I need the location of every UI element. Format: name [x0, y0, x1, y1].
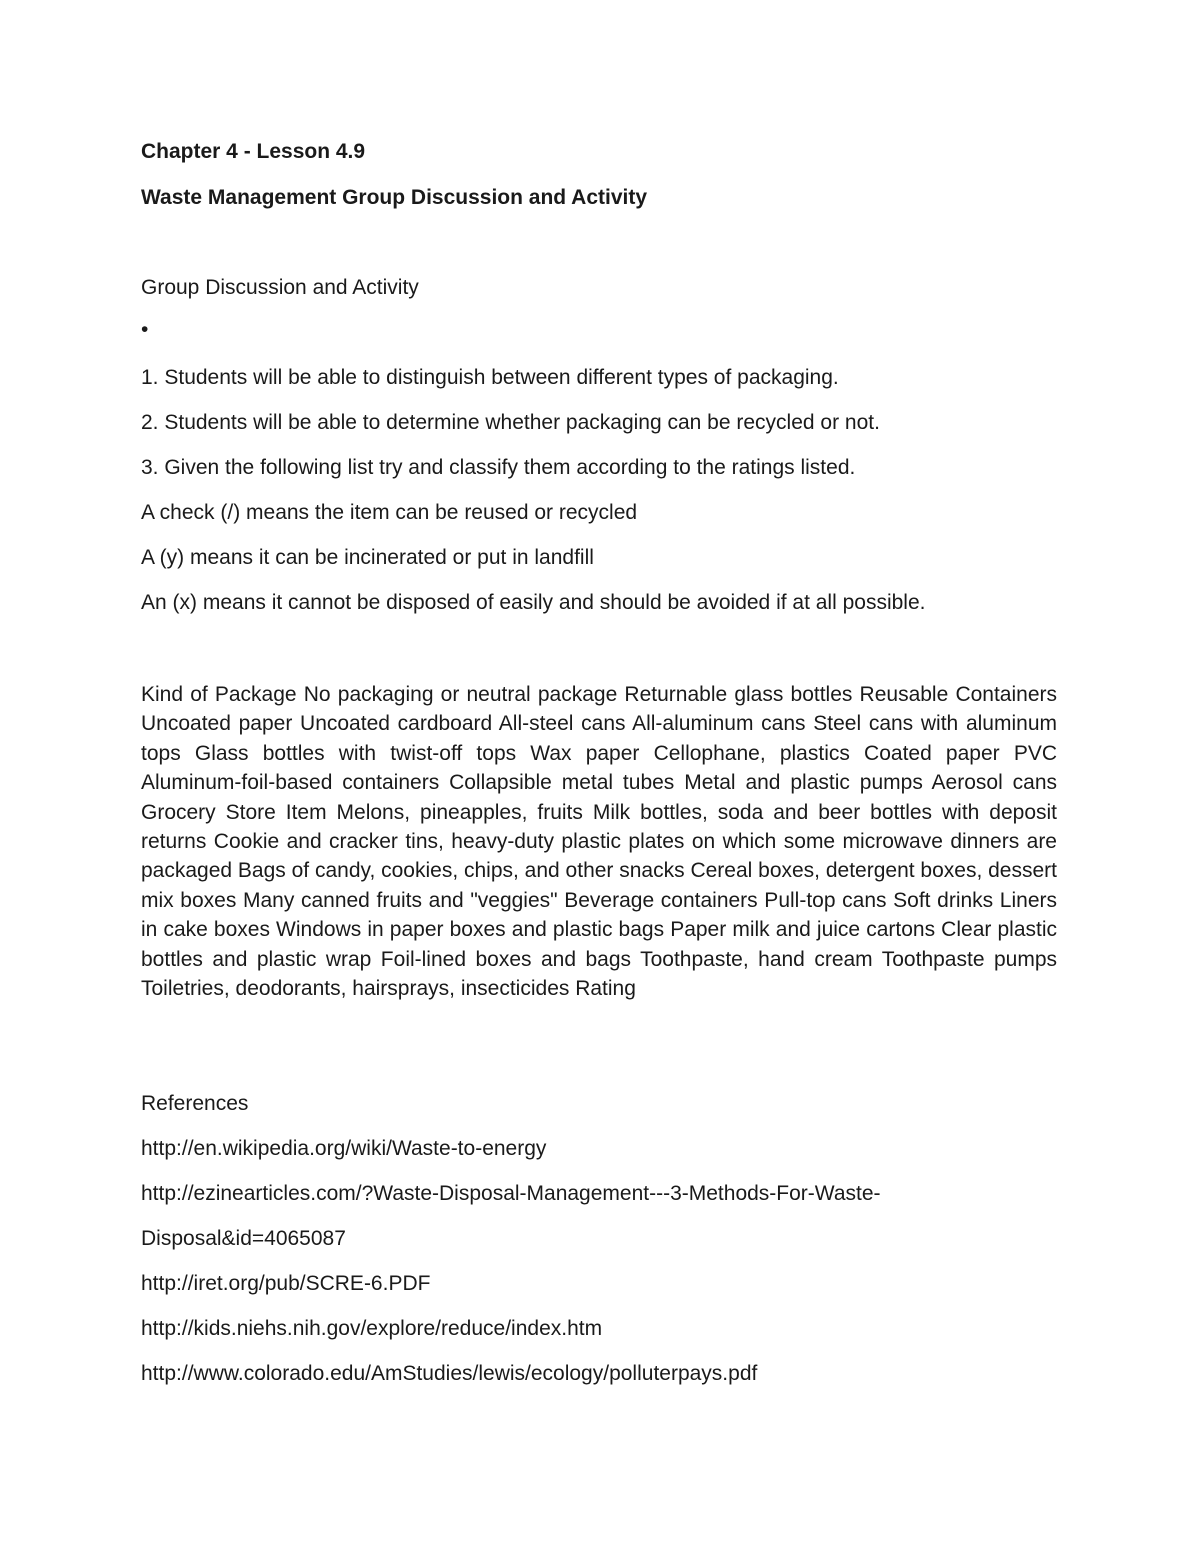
rating-definition: An (x) means it cannot be disposed of easily and should be avoided if at all possible. [141, 591, 926, 614]
reference-link[interactable]: http://kids.niehs.nih.gov/explore/reduce/index.htm [141, 1317, 603, 1340]
objective-item: 3. Given the following list try and classify them according to the ratings listed. [141, 456, 856, 479]
reference-link[interactable]: http://iret.org/pub/SCRE-6.PDF [141, 1272, 431, 1295]
reference-link[interactable]: http://ezinearticles.com/?Waste-Disposal-Management---3-Methods-For-Waste- [141, 1182, 881, 1205]
objective-item: 2. Students will be able to determine whether packaging can be recycled or not. [141, 411, 880, 434]
bullet-point: • [141, 318, 149, 341]
reference-link[interactable]: http://en.wikipedia.org/wiki/Waste-to-energy [141, 1137, 547, 1160]
chapter-title: Chapter 4 - Lesson 4.9 [141, 140, 366, 163]
reference-link[interactable]: Disposal&id=4065087 [141, 1227, 346, 1250]
reference-link[interactable]: http://www.colorado.edu/AmStudies/lewis/ecology/polluterpays.pdf [141, 1362, 758, 1385]
rating-definition: A (y) means it can be incinerated or put in landfill [141, 546, 594, 569]
package-list-paragraph: Kind of Package No packaging or neutral package Returnable glass bottles Reusable Containers Uncoated paper Uncoated cardboard All-steel cans All-aluminum cans Steel cans with aluminum tops Glass bottles with twist-off tops Wax paper Cellophane, plastics Coated paper PVC Aluminum-foil-based containers Collapsible metal tubes Metal and plastic pumps Aerosol cans Grocery Store Item Melons, pineapples, fruits Milk bottles, soda and beer bottles with deposit returns Cookie and cracker tins, heavy-duty plastic plates on which some microwave dinners are packaged Bags of candy, cookies, chips, and other snacks Cereal boxes, detergent boxes, dessert mix boxes Many canned fruits and "veggies" Beverage containers Pull-top cans Soft drinks Liners in cake boxes Windows in paper boxes and plastic bags Paper milk and juice cartons Clear plastic bottles and plastic wrap Foil-lined boxes and bags Toothpaste, hand cream Toothpaste pumps Toiletries, deodorants, hairsprays, insecticides Rating [141, 683, 1057, 1001]
objective-item: 1. Students will be able to distinguish between different types of packaging. [141, 366, 839, 389]
section-heading: Group Discussion and Activity [141, 276, 419, 299]
lesson-subtitle: Waste Management Group Discussion and Activity [141, 186, 648, 209]
rating-definition: A check (/) means the item can be reused or recycled [141, 501, 638, 524]
references-heading: References [141, 1092, 249, 1115]
